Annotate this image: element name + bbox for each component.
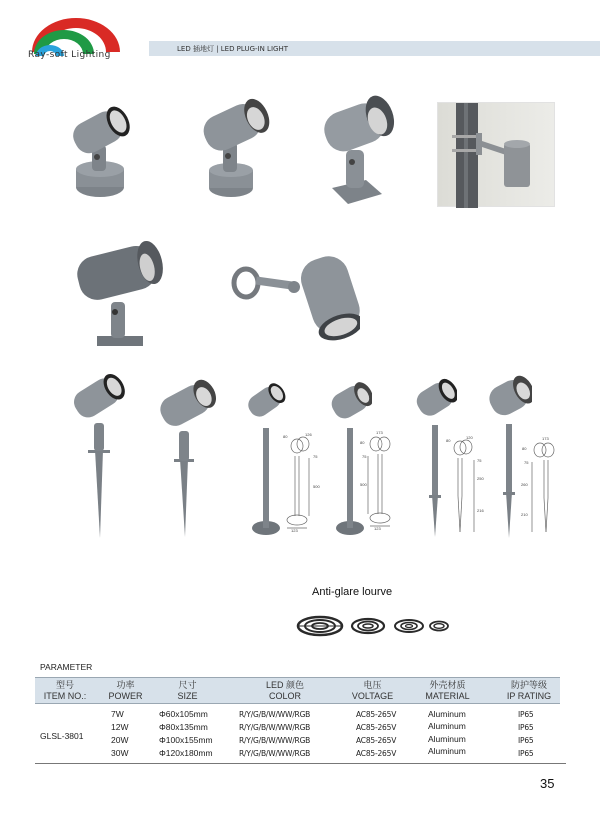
svg-text:80: 80 xyxy=(360,440,365,445)
svg-text:500: 500 xyxy=(360,482,367,487)
svg-text:126: 126 xyxy=(305,432,312,437)
col-material: 外壳材质 MATERIAL xyxy=(425,680,470,701)
power-cell: 20W xyxy=(111,735,129,745)
ip-cell: IP65 xyxy=(518,736,534,745)
svg-text:216: 216 xyxy=(477,508,484,513)
size-cell: Φ120x180mm xyxy=(159,748,213,758)
svg-text:123: 123 xyxy=(374,526,381,530)
color-cell: R/Y/G/B/W/WW/RGB xyxy=(239,736,311,745)
svg-text:80: 80 xyxy=(522,446,527,451)
col-power: 功率 POWER xyxy=(108,680,143,701)
item-no-cell: GLSL-3801 xyxy=(40,731,84,741)
dimension-drawing-2 xyxy=(358,430,404,530)
accessory-caption: Anti-glare lourve xyxy=(312,586,393,598)
spike-spotlight-1-image xyxy=(70,368,130,540)
col-voltage: 电压 VOLTAGE xyxy=(351,680,394,701)
pole-clamp-spotlight-image xyxy=(230,255,360,345)
parameter-heading: PARAMETER xyxy=(40,662,93,672)
ip-cell: IP65 xyxy=(518,723,534,732)
voltage-cell: AC85-265V xyxy=(356,710,397,719)
col-size: 尺寸 SIZE xyxy=(177,680,198,701)
voltage-cell: AC85-265V xyxy=(356,749,397,758)
svg-text:75: 75 xyxy=(362,454,367,459)
spotlight-round-base-large-image xyxy=(195,92,275,204)
material-cell: Aluminum xyxy=(428,709,466,719)
ip-cell: IP65 xyxy=(518,749,534,758)
size-cell: Φ100x155mm xyxy=(159,735,213,745)
col-item-no: 型号 ITEM NO.: xyxy=(43,680,87,701)
pole-mounted-installation-photo xyxy=(437,102,555,207)
dimension-drawing-4 xyxy=(520,436,568,536)
dimension-drawing-1 xyxy=(283,432,329,532)
voltage-cell: AC85-265V xyxy=(356,723,397,732)
page-number: 35 xyxy=(540,776,555,791)
section-header-bar xyxy=(149,41,600,56)
color-cell: R/Y/G/B/W/WW/RGB xyxy=(239,749,311,758)
svg-text:173: 173 xyxy=(542,436,549,441)
size-cell: Φ80x135mm xyxy=(159,722,208,732)
svg-text:250: 250 xyxy=(477,476,484,481)
spotlight-bracket-base-image xyxy=(318,90,398,210)
voltage-cell: AC85-265V xyxy=(356,736,397,745)
svg-text:210: 210 xyxy=(521,512,528,517)
color-cell: R/Y/G/B/W/WW/RGB xyxy=(239,723,311,732)
table-bottom-rule xyxy=(35,763,566,764)
svg-text:75: 75 xyxy=(477,458,482,463)
ip-cell: IP65 xyxy=(518,710,534,719)
material-cell: Aluminum xyxy=(428,721,466,731)
power-cell: 7W xyxy=(111,709,124,719)
parameter-table-header xyxy=(35,677,560,704)
pole-mount-photo-icon xyxy=(438,103,556,208)
svg-text:75: 75 xyxy=(313,454,318,459)
svg-text:173: 173 xyxy=(376,430,383,435)
material-cell: Aluminum xyxy=(428,746,466,756)
svg-text:123: 123 xyxy=(291,528,298,532)
svg-text:120: 120 xyxy=(466,436,473,440)
section-title: LED 插地灯 | LED PLUG-IN LIGHT xyxy=(177,45,288,53)
brand-name: Ray-soft Lighting xyxy=(28,50,111,60)
spotlight-rect-base-hood-image xyxy=(75,238,165,350)
color-cell: R/Y/G/B/W/WW/RGB xyxy=(239,710,311,719)
svg-text:80: 80 xyxy=(446,438,451,443)
power-cell: 12W xyxy=(111,722,129,732)
svg-text:260: 260 xyxy=(521,482,528,487)
size-cell: Φ60x105mm xyxy=(159,709,208,719)
col-ip-rating: 防护等级 IP RATING xyxy=(506,680,552,701)
anti-glare-louvre-icons xyxy=(296,613,451,639)
col-color: LED 颜色 COLOR xyxy=(265,680,304,701)
spike-spotlight-2-image xyxy=(158,375,218,540)
spotlight-round-base-image xyxy=(62,95,137,205)
svg-text:75: 75 xyxy=(524,460,529,465)
power-cell: 30W xyxy=(111,748,129,758)
pole-spotlight-1-image xyxy=(246,378,286,538)
material-cell: Aluminum xyxy=(428,734,466,744)
dimension-drawing-3 xyxy=(446,436,490,536)
svg-text:80: 80 xyxy=(283,434,288,439)
svg-text:500: 500 xyxy=(313,484,320,489)
